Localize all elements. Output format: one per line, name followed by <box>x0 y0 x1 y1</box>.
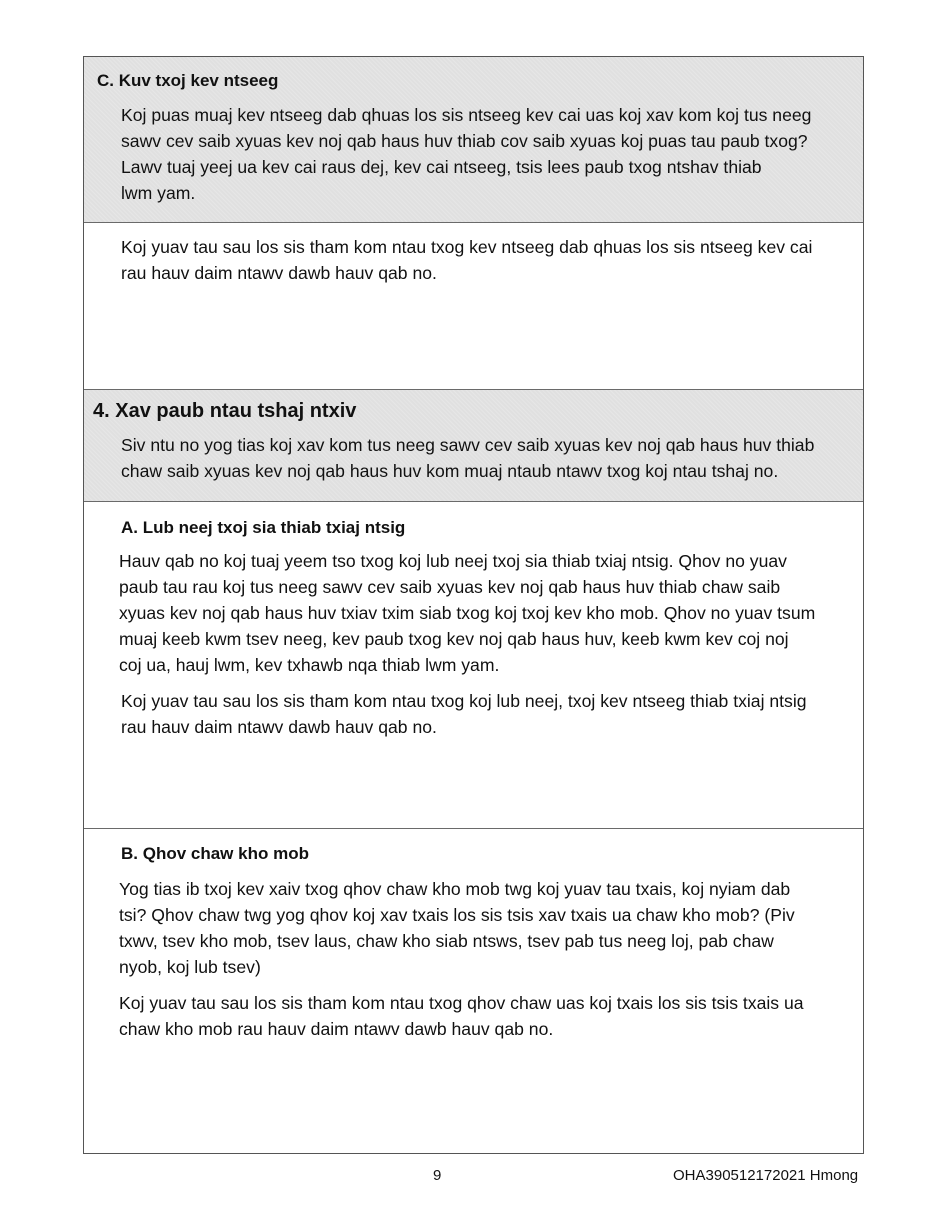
section-a-instruction-line: rau hauv daim ntawv dawb hauv qab no. <box>121 717 437 737</box>
section-b-prompt-line: nyob, koj lub tsev) <box>119 957 261 977</box>
section-4-header <box>84 390 863 502</box>
form-code: OHA390512172021 Hmong <box>673 1167 859 1184</box>
section-a-prompt-line: Hauv qab no koj tuaj yeem tso txog koj lub neej txoj sia thiab txiaj ntsig. Qhov no yuav <box>119 551 787 571</box>
section-c-prompt-line: lwm yam. <box>121 183 196 203</box>
section-4-intro-line: Siv ntu no yog tias koj xav kom tus neeg sawv cev saib xyuas kev noj qab haus huv thiab <box>121 435 815 455</box>
section-4-intro-line: chaw saib xyuas kev noj qab haus huv kom muaj ntaub ntawv txog koj ntau tshaj no. <box>121 461 779 481</box>
section-c-prompt-line: Lawv tuaj yeej ua kev cai raus dej, kev cai ntseeg, tsis lees paub txog ntshav thiab <box>121 157 762 177</box>
section-b-instruction-line: Koj yuav tau sau los sis tham kom ntau txog qhov chaw uas koj txais los sis tsis txais ua <box>119 993 804 1013</box>
section-c-heading: C. Kuv txoj kev ntseeg <box>97 71 279 90</box>
section-c-instruction-line: Koj yuav tau sau los sis tham kom ntau txog kev ntseeg dab qhuas los sis ntseeg kev cai <box>121 237 813 257</box>
section-b-prompt-line: tsi? Qhov chaw twg yog qhov koj xav txais los sis tsis xav txais ua chaw kho mob? (Piv <box>119 905 795 925</box>
section-a-prompt-line: coj ua, hauj lwm, kev txhawb nqa thiab lwm yam. <box>119 655 500 675</box>
section-b-heading: B. Qhov chaw kho mob <box>121 844 309 863</box>
section-b-instruction-line: chaw kho mob rau hauv daim ntawv dawb hauv qab no. <box>119 1019 554 1039</box>
section-4-heading: 4. Xav paub ntau tshaj ntxiv <box>93 400 357 422</box>
section-b-prompt-line: Yog tias ib txoj kev xaiv txog qhov chaw kho mob twg koj yuav tau txais, koj nyiam dab <box>119 879 791 899</box>
page-number: 9 <box>433 1167 442 1184</box>
section-a-prompt-line: muaj keeb kwm tsev neeg, kev paub txog kev noj qab haus huv, keeb kwm kev coj noj <box>119 629 789 649</box>
section-a-instruction-line: Koj yuav tau sau los sis tham kom ntau txog koj lub neej, txoj kev ntseeg thiab txiaj ntsig <box>121 691 807 711</box>
section-c-answer-area[interactable] <box>84 223 863 390</box>
section-a-heading: A. Lub neej txoj sia thiab txiaj ntsig <box>121 518 406 537</box>
section-c-header <box>84 57 863 223</box>
section-c-prompt-line: Koj puas muaj kev ntseeg dab qhuas los sis ntseeg kev cai uas koj xav kom koj tus neeg <box>121 105 812 125</box>
form-frame <box>83 56 864 1154</box>
section-c-instruction-line: rau hauv daim ntawv dawb hauv qab no. <box>121 263 437 283</box>
section-a[interactable] <box>84 502 863 829</box>
section-a-prompt-line: paub tau rau koj tus neeg sawv cev saib xyuas kev noj qab haus huv thiab chaw saib <box>119 577 781 597</box>
section-c-prompt-line: sawv cev saib xyuas kev noj qab haus huv thiab cov saib xyuas koj puas tau paub txog? <box>121 131 808 151</box>
section-b[interactable] <box>84 829 863 1153</box>
section-a-prompt-line: xyuas kev noj qab haus huv txiav txim siab txog koj txoj kev kho mob. Qhov no yuav tsum <box>119 603 816 623</box>
section-b-prompt-line: txwv, tsev kho mob, tsev laus, chaw kho siab ntsws, tsev pab tus neeg loj, pab chaw <box>119 931 774 951</box>
